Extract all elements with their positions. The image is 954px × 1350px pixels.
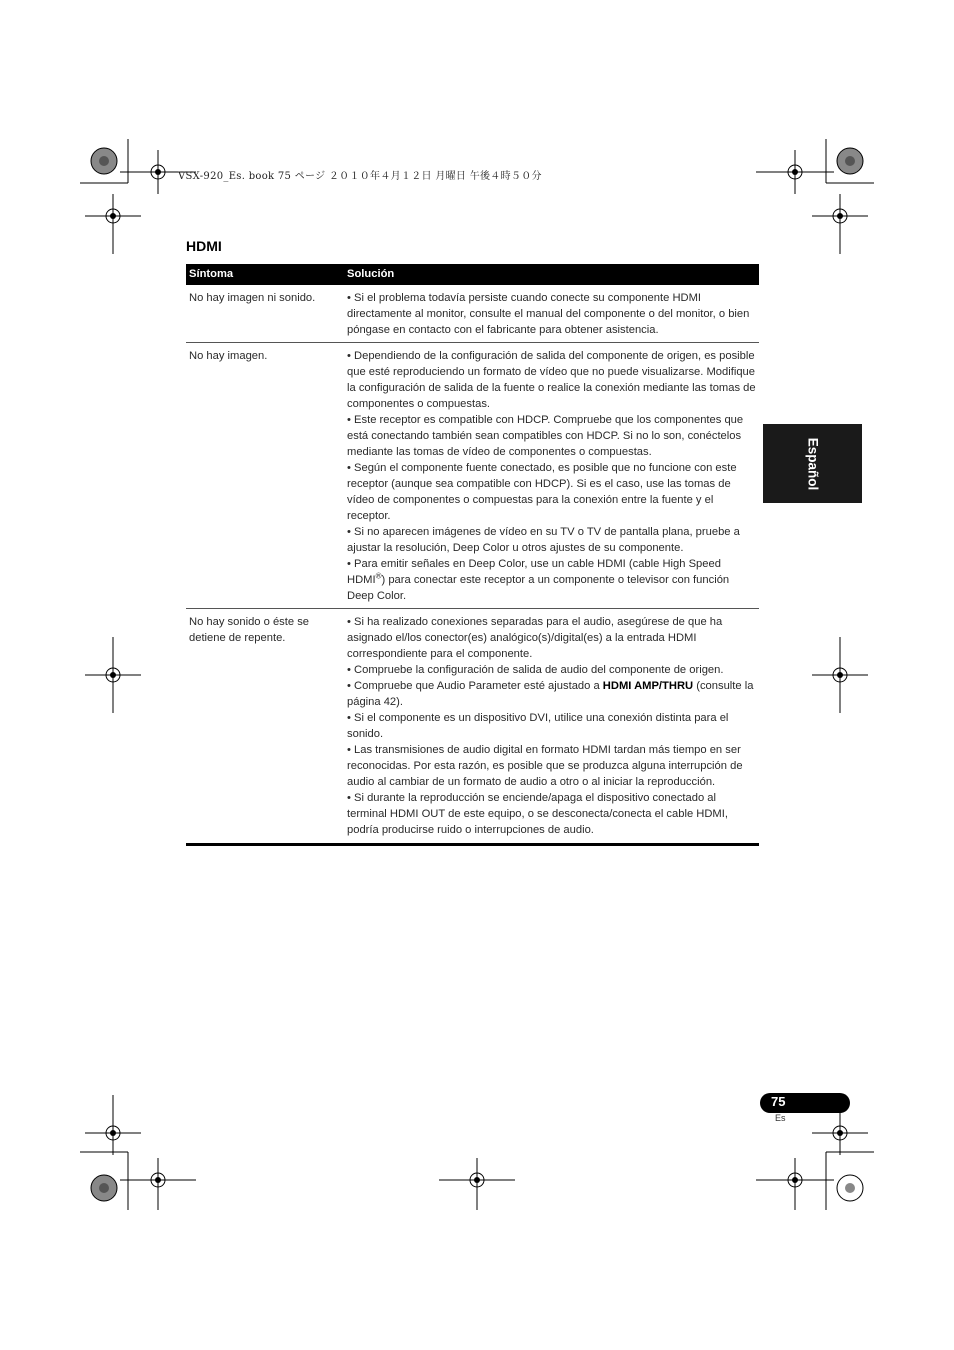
table-row: [186, 609, 759, 845]
table-header-row: [186, 264, 759, 285]
solution-cell: [344, 343, 759, 609]
page-language-code: Es: [775, 1113, 786, 1123]
solution-item: • Dependiendo de la configuración de salida del componente de origen, es posible que esté reproduciendo un formato de vídeo que no puede visualizarse. Modifique la configuración de salida de la fuente o realice la conexión mediante las tomas de componentes o compuestas.: [347, 350, 756, 410]
table-row: [186, 343, 759, 609]
solution-item: • Si el componente es un dispositivo DVI, utilice una conexión distinta para el sonido.: [347, 712, 729, 740]
solution-item: • Las transmisiones de audio digital en formato HDMI tardan más tiempo en ser reconocidas. Por esta razón, es posible que se produzca alguna interrupción de audio al cambiar de un formato de audio a otro o al iniciar la reproducción.: [347, 744, 743, 788]
solution-text: • Para emitir señales en Deep Color, use un cable HDMI (cable High Speed HDMI: [347, 558, 721, 586]
solution-item: • Si durante la reproducción se enciende/apaga el dispositivo conectado al terminal HDMI OUT de este equipo, o se desconecta/conecta el cable HDMI, podría producirse ruido o interrupciones de audio.: [347, 792, 728, 836]
solution-item: • Si el problema todavía persiste cuando conecte su componente HDMI directamente al monitor, consulte el manual del componente o del monitor, o bien póngase en contacto con el fabricante para obtener asistencia.: [347, 292, 750, 336]
setting-value: HDMI AMP/THRU: [602, 680, 694, 692]
solution-text: (consulte la página 42).: [347, 680, 754, 708]
solution-item: • Según el componente fuente conectado, es posible que no funcione con este receptor (aunque sea compatible con HDCP). Si es el caso, use las tomas de vídeo de componentes o compuestas para la conexión entre la fuente y el receptor.: [347, 462, 737, 522]
column-header-solution: Solución: [344, 264, 759, 285]
page-number-badge: [760, 1093, 850, 1113]
symptom-cell: No hay imagen.: [186, 343, 344, 609]
page-number: 75: [771, 1094, 786, 1109]
solution-item-deep-color: [347, 556, 756, 604]
solution-cell: [344, 609, 759, 845]
column-header-symptom: Síntoma: [186, 264, 344, 285]
symptom-cell: No hay imagen ni sonido.: [186, 285, 344, 343]
solution-cell: [344, 285, 759, 343]
print-header: VSX-920_Es. book 75 ページ ２０１０年４月１２日 月曜日 午後４時５０分: [178, 171, 542, 182]
language-side-tab: [763, 424, 862, 503]
solution-text: ) para conectar este receptor a un componente o televisor con función Deep Color.: [347, 574, 730, 602]
symptom-cell: No hay sonido o éste se detiene de repente.: [186, 609, 344, 845]
solution-text: • Compruebe que Audio Parameter esté ajustado a: [347, 680, 603, 692]
registered-mark: ®: [375, 571, 382, 581]
solution-item: • Si ha realizado conexiones separadas para el audio, asegúrese de que ha asignado el/los conector(es) analógico(s)/digital(es) a la entrada HDMI correspondiente para el componente.: [347, 616, 723, 660]
language-tab-label: Español: [805, 437, 820, 490]
troubleshooting-table: [186, 264, 759, 846]
table-row: [186, 285, 759, 343]
solution-item: • Si no aparecen imágenes de vídeo en su TV o TV de pantalla plana, pruebe a ajustar la resolución, Deep Color u otros ajustes de su componente.: [347, 526, 740, 554]
solution-item-audio-parameter: [347, 678, 756, 710]
solution-item: • Compruebe la configuración de salida de audio del componente de origen.: [347, 664, 724, 676]
section-title: HDMI: [186, 238, 222, 254]
solution-item: • Este receptor es compatible con HDCP. Compruebe que los componentes que está conectando también sean compatibles con HDCP. Si no lo son, conéctelos mediante las tomas de vídeo de componentes o compuestas.: [347, 414, 744, 458]
